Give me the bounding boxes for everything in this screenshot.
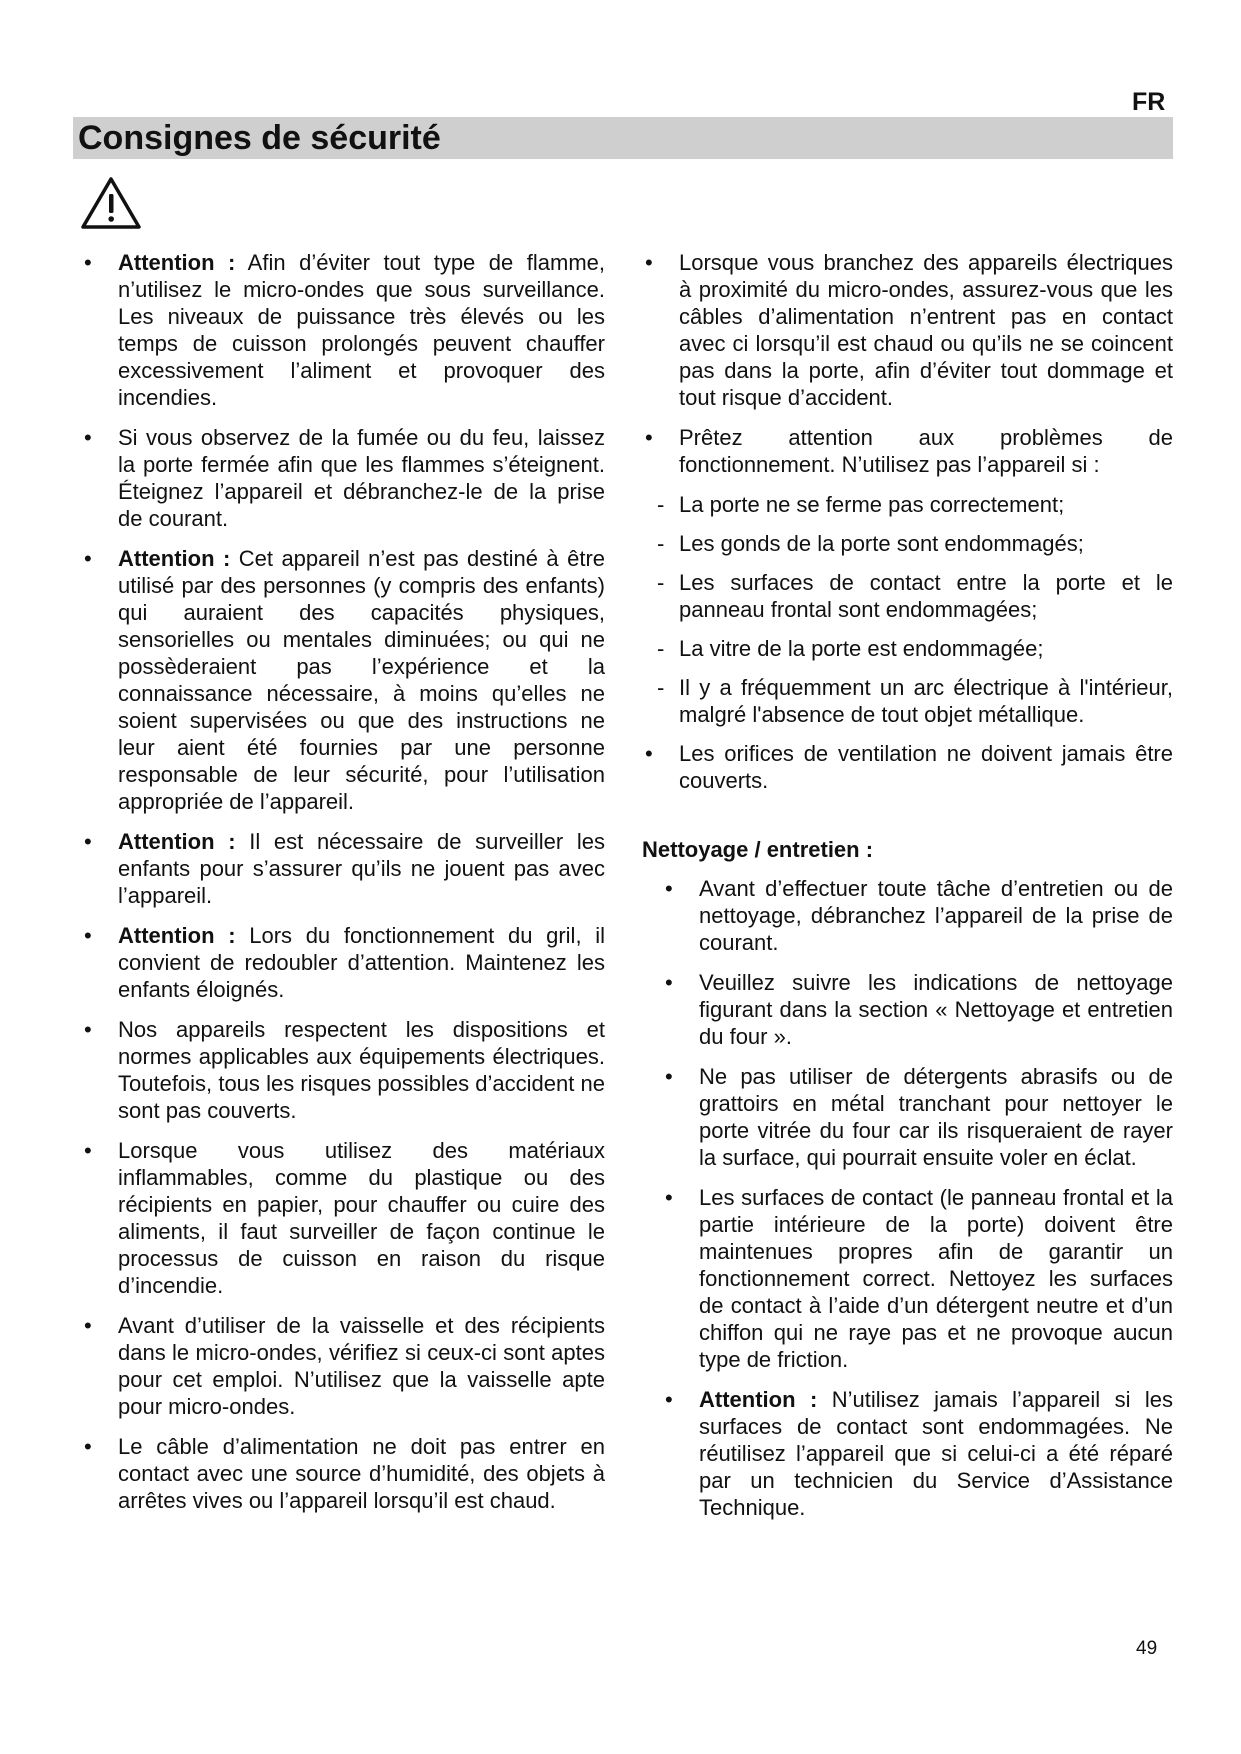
list-item: • Le câble d’alimentation ne doit pas entrer en contact avec une source d’humidité, des objets à arrêtes vives ou l’appareil lorsqu’il est chaud.	[84, 1434, 605, 1513]
dash-item: - Les gonds de la porte sont endommagés;	[657, 531, 1084, 556]
page-title: Consignes de sécurité	[78, 119, 441, 157]
dash-item: - La porte ne se ferme pas correctement;	[657, 492, 1065, 517]
dash-item: - Les surfaces de contact entre la porte et le panneau frontal sont endommagées;	[657, 570, 1173, 622]
list-item: • Nos appareils respectent les dispositions et normes applicables aux équipements électriques. Toutefois, tous les risques possibles d’accident ne sont pas couverts.	[84, 1017, 605, 1123]
list-item: • Veuillez suivre les indications de nettoyage figurant dans la section « Nettoyage et entretien du four ».	[665, 970, 1173, 1049]
right-column	[642, 249, 1173, 1534]
list-item: • Attention : Afin d’éviter tout type de flamme, n’utilisez le micro-ondes que sous surveillance. Les niveaux de puissance très élevés ou les temps de cuisson prolongés peuvent chauffer excessivement l’aliment et provoquer des incendies.	[84, 250, 606, 410]
dash-item: - La vitre de la porte est endommagée;	[657, 636, 1044, 661]
page-number: 49	[1136, 1638, 1158, 1659]
list-item: • Lorsque vous branchez des appareils électriques à proximité du micro-ondes, assurez-vous que les câbles d’alimentation n’entrent pas en contact avec ci lorsqu’il est chaud ou qu’ils ne se coincent pas dans la porte, afin d’éviter tout dommage et tout risque d’accident.	[645, 250, 1173, 410]
language-code: FR	[1132, 88, 1166, 116]
warning-triangle-icon	[80, 176, 142, 230]
dash-item: - Il y a fréquemment un arc électrique à l'intérieur, malgré l'absence de tout objet métallique.	[657, 675, 1173, 727]
cleaning-list	[645, 875, 1173, 1521]
list-item: • Attention : N’utilisez jamais l’appareil si les surfaces de contact sont endommagées. Ne réutilisez l’appareil que si celui-ci a été réparé par un technicien du Service d’Assistance Technique.	[665, 1387, 1173, 1520]
list-item: • Prêtez attention aux problèmes de fonctionnement. N’utilisez pas l’appareil si :	[645, 425, 1173, 477]
list-item: • Lorsque vous utilisez des matériaux inflammables, comme du plastique ou des récipients en papier, pour chauffer ou cuire des aliments, il faut surveiller de façon continue le processus de cuisson en raison du risque d’incendie.	[84, 1138, 605, 1298]
list-item: • Avant d’effectuer toute tâche d’entretien ou de nettoyage, débranchez l’appareil de la prise de courant.	[665, 876, 1173, 955]
list-item: • Les surfaces de contact (le panneau frontal et la partie intérieure de la porte) doivent être maintenues propres afin de garantir un fonctionnement correct. Nettoyez les surfaces de contact à l’aide d’un détergent neutre et d’un chiffon qui ne raye pas et ne provoque aucun type de friction.	[665, 1185, 1173, 1372]
list-item: • Si vous observez de la fumée ou du feu, laissez la porte fermée afin que les flammes s’éteignent. Éteignez l’appareil et débranchez-le de la prise de courant.	[84, 425, 605, 531]
list-item: • Attention : Lors du fonctionnement du gril, il convient de redoubler d’attention. Maintenez les enfants éloignés.	[84, 923, 606, 1002]
list-item: • Attention : Cet appareil n’est pas destiné à être utilisé par des personnes (y compris des enfants) qui auraient des capacités physiques, sensorielles ou mentales diminuées; ou qui ne possèderaient pas l’expérience et la connaissance nécessaire, à moins qu’elles ne soient supervisées ou que des instructions ne leur aient été fournies par une personne responsable de leur sécurité, pour l’utilisation appropriée de l’appareil.	[84, 546, 606, 814]
section-title-cleaning: Nettoyage / entretien :	[642, 837, 874, 862]
left-column	[84, 249, 605, 1527]
list-item: • Attention : Il est nécessaire de surveiller les enfants pour s’assurer qu’ils ne jouent pas avec l’appareil.	[84, 829, 606, 908]
title-bar	[73, 117, 1173, 159]
list-item: • Ne pas utiliser de détergents abrasifs ou de grattoirs en métal tranchant pour nettoyer le porte vitrée du four car ils risqueraient de rayer la surface, qui pourrait ensuite voler en éclat.	[665, 1064, 1173, 1170]
list-item: • Avant d’utiliser de la vaisselle et des récipients dans le micro-ondes, vérifiez si ceux-ci sont aptes pour cet emploi. N’utilisez que la vaisselle apte pour micro-ondes.	[84, 1313, 605, 1419]
list-item: • Les orifices de ventilation ne doivent jamais être couverts.	[645, 741, 1173, 793]
